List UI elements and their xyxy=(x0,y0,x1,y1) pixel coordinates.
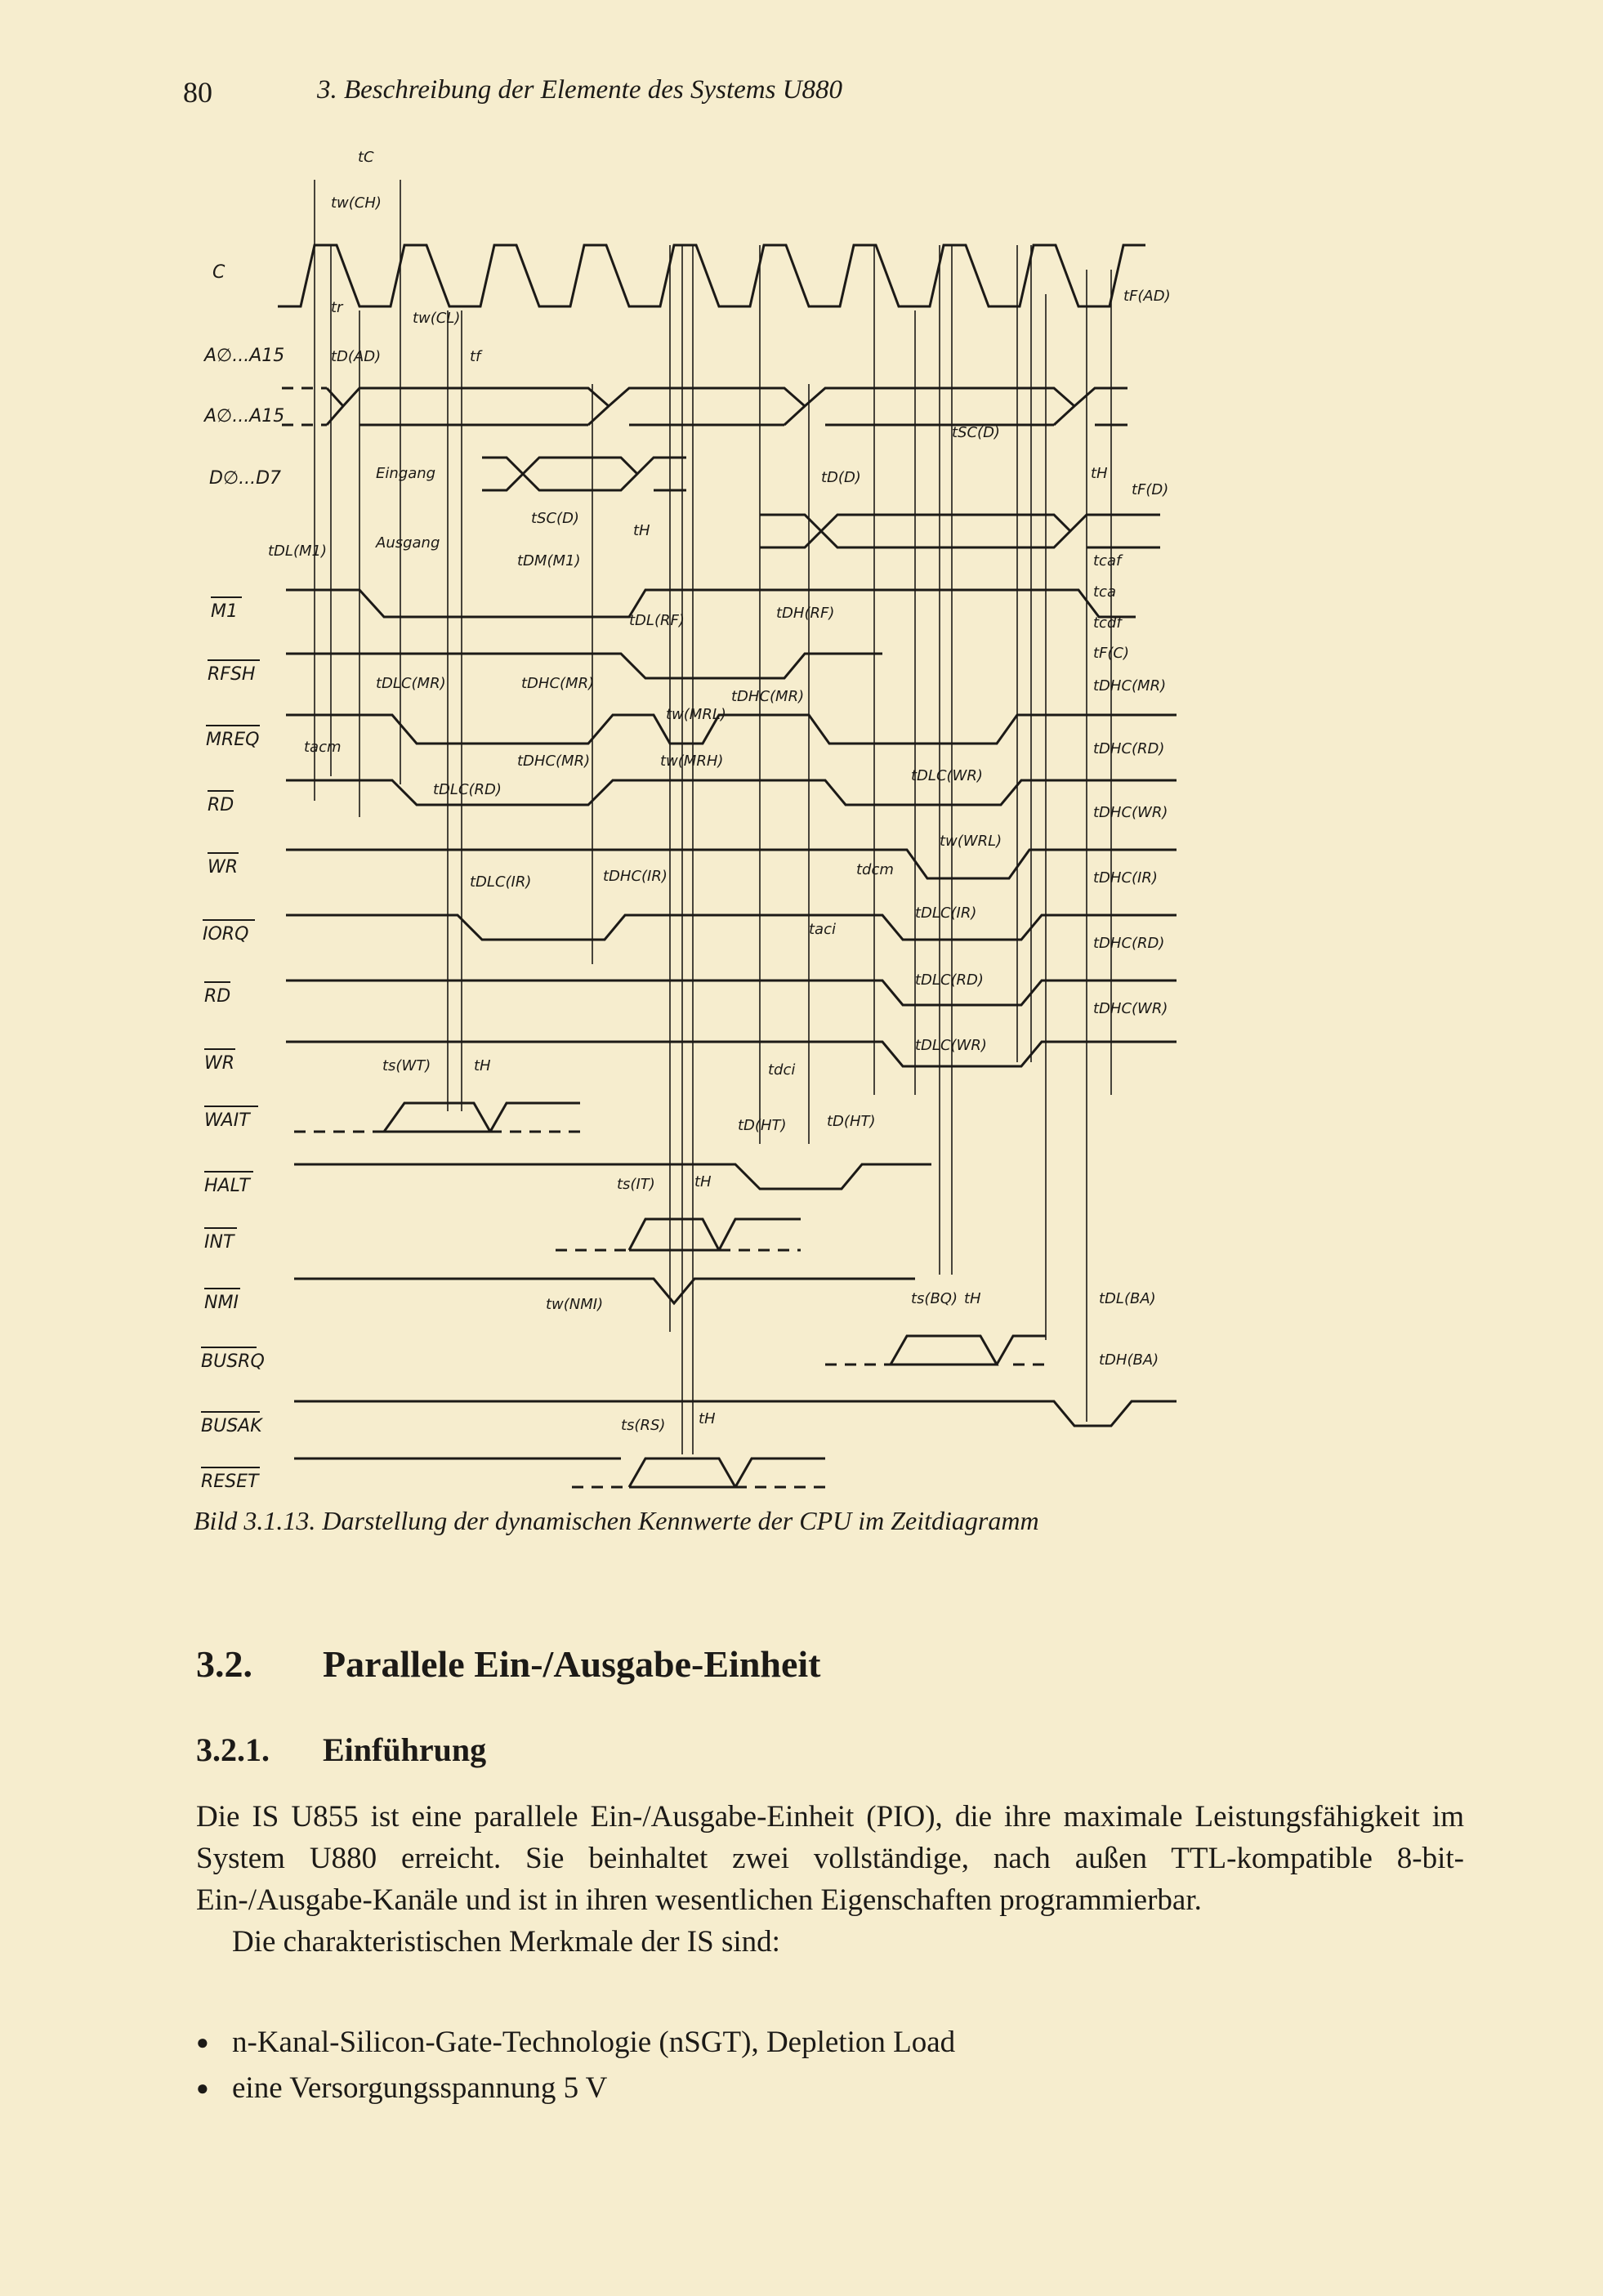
signal-m1: M1 xyxy=(211,601,238,622)
ann-tdci: tdci xyxy=(768,1061,796,1079)
ann-eingang: Eingang xyxy=(376,465,436,482)
wave-rd2 xyxy=(286,980,1177,1005)
signal-labels xyxy=(201,262,284,1492)
ann-tdhcmr-low: tDHC(MR) xyxy=(517,753,591,770)
subsection-title: Einführung xyxy=(323,1731,487,1768)
ann-th-d: tH xyxy=(1091,465,1108,482)
section-title: Parallele Ein-/Ausgabe-Einheit xyxy=(323,1643,821,1685)
ann-tdhcmr: tDHC(MR) xyxy=(521,675,595,692)
ann-tdcm: tdcm xyxy=(856,861,894,878)
ann-tdad: tD(AD) xyxy=(331,348,382,365)
ann-tfd: tF(D) xyxy=(1132,481,1169,498)
wave-halt xyxy=(294,1164,931,1189)
ann-tdlrf: tDL(RF) xyxy=(629,612,685,629)
ann-th-bq: tH xyxy=(964,1290,981,1307)
ann-tdhba: tDH(BA) xyxy=(1099,1351,1159,1369)
ann-twnmi: tw(NMI) xyxy=(546,1296,604,1313)
subsection-number: 3.2.1. xyxy=(196,1731,270,1768)
wave-data-io xyxy=(760,515,1160,547)
wave-iorq xyxy=(286,915,1177,940)
ann-tdlcmr: tDLC(MR) xyxy=(376,675,446,692)
ann-tcdf: tcdf xyxy=(1093,614,1122,632)
body-text xyxy=(196,1796,1464,1963)
ann-th-rs: tH xyxy=(699,1410,716,1427)
ann-tca: tca xyxy=(1093,583,1116,601)
ann-tdht-2: tD(HT) xyxy=(827,1113,876,1130)
wave-wait xyxy=(384,1103,580,1132)
paragraph-features: Die charakteristischen Merkmale der IS sind: xyxy=(232,1925,780,1959)
running-head: 3. Beschreibung der Elemente des Systems U880 xyxy=(317,75,843,105)
ann-tscd-top: tSC(D) xyxy=(952,424,1000,441)
signal-d: D∅...D7 xyxy=(209,468,282,489)
signal-rd2: RD xyxy=(204,986,231,1007)
ann-tdlcwr: tDLC(WR) xyxy=(911,767,983,784)
ann-tdhcrd-right: tDHC(RD) xyxy=(1093,935,1165,952)
ann-tsc-d: tSC(D) xyxy=(531,510,579,527)
ann-twmrl: tw(MRL) xyxy=(666,706,726,723)
ann-tsit: ts(IT) xyxy=(617,1176,655,1193)
ann-twmrh: tw(MRH) xyxy=(660,753,724,770)
list-item: ● n-Kanal-Silicon-Gate-Technologie (nSGT), Depletion Load xyxy=(196,2020,1464,2066)
ann-tfc: tF(C) xyxy=(1093,645,1130,662)
ann-tdlcir-right: tDLC(IR) xyxy=(915,905,977,922)
ann-tr: tr xyxy=(331,299,343,316)
ann-tdhcmr-right: tDHC(MR) xyxy=(1093,677,1167,695)
ann-tf: tf xyxy=(470,348,481,365)
ann-tdlba: tDL(BA) xyxy=(1099,1290,1156,1307)
ann-tsrs: ts(RS) xyxy=(621,1417,666,1434)
ann-tdhrf: tDH(RF) xyxy=(776,605,835,622)
ann-tdlcrd: tDLC(RD) xyxy=(433,781,502,798)
figure-caption: Bild 3.1.13. Darstellung der dynamischen Kennwerte der CPU im Zeitdiagramm xyxy=(194,1506,1039,1535)
ann-tdhcwr-right: tDHC(WR) xyxy=(1093,1000,1168,1017)
ann-twwrl: tw(WRL) xyxy=(940,833,1002,850)
signal-rfsh: RFSH xyxy=(208,664,256,685)
waveforms xyxy=(278,245,1177,1487)
signal-mreq: MREQ xyxy=(206,730,260,750)
ann-tdlcir: tDLC(IR) xyxy=(470,873,532,891)
ann-tacm: tacm xyxy=(304,739,342,756)
ann-tdd: tD(D) xyxy=(821,469,861,486)
signal-a-top: A∅...A15 xyxy=(204,346,285,366)
ann-tdhcmr-mid: tDHC(MR) xyxy=(731,688,805,705)
signal-a-bottom: A∅...A15 xyxy=(204,406,285,427)
ann-tswt: ts(WT) xyxy=(382,1057,431,1074)
ann-tdht: tD(HT) xyxy=(738,1117,787,1134)
signal-wr: WR xyxy=(208,857,239,878)
signal-iorq: IORQ xyxy=(203,924,249,945)
ann-twcl: tw(CL) xyxy=(413,310,461,327)
ann-tfad: tF(AD) xyxy=(1123,288,1171,305)
ann-tdmm1: tDM(M1) xyxy=(517,552,581,570)
ann-twch: tw(CH) xyxy=(331,194,382,212)
signal-busak: BUSAK xyxy=(201,1416,262,1436)
signal-reset: RESET xyxy=(201,1472,259,1492)
ann-tcaf: tcaf xyxy=(1093,552,1122,570)
wave-address xyxy=(327,388,1127,425)
signal-nmi: NMI xyxy=(204,1293,239,1313)
ann-tdlm1: tDL(M1) xyxy=(268,543,327,560)
ann-th-top: tH xyxy=(633,522,650,539)
section-number: 3.2. xyxy=(196,1643,252,1685)
signal-busrq: BUSRQ xyxy=(201,1351,265,1372)
paragraph-intro: Die IS U855 ist eine parallele Ein-/Ausgabe-Einheit (PIO), die ihre maximale Leistungsfähigkeit im System U880 erreicht. Sie beinhaltet zwei vollständige, nach außen TTL-kompatible 8-bit-Ein-/Ausgabe-Kanäle und ist in ihren wesentlichen Eigenschaften programmierbar. xyxy=(196,1800,1464,1917)
signal-int: INT xyxy=(204,1232,234,1253)
wave-busak xyxy=(294,1401,1177,1426)
wave-int xyxy=(629,1219,801,1250)
page-number: 80 xyxy=(183,76,212,109)
section-heading xyxy=(196,1642,821,1686)
wave-clock xyxy=(278,245,1145,306)
wave-rd xyxy=(286,780,1177,805)
wave-busrq xyxy=(891,1336,1046,1365)
ann-tdhcir: tDHC(IR) xyxy=(603,868,668,885)
signal-rd: RD xyxy=(208,795,234,815)
overbars xyxy=(201,597,260,1467)
ann-tdhcrd: tDHC(RD) xyxy=(1093,740,1165,757)
reference-lines xyxy=(315,180,1111,1454)
signal-halt: HALT xyxy=(204,1176,250,1196)
wave-mreq xyxy=(286,715,1177,744)
ann-tdlcrd-right: tDLC(RD) xyxy=(915,972,984,989)
list-item: ● eine Versorgungsspannung 5 V xyxy=(196,2066,1464,2111)
ann-ausgang: Ausgang xyxy=(376,534,440,552)
wave-reset xyxy=(294,1458,825,1487)
signal-wr2: WR xyxy=(204,1053,235,1074)
ann-th-wt: tH xyxy=(474,1057,491,1074)
ann-tdlcwr-right: tDLC(WR) xyxy=(915,1037,987,1054)
ann-tsbq: ts(BQ) xyxy=(911,1290,958,1307)
wave-m1 xyxy=(286,590,1136,617)
wave-data-in xyxy=(482,458,686,490)
wave-address-top xyxy=(282,388,327,425)
signal-wait: WAIT xyxy=(204,1110,250,1131)
ann-tdhcwr: tDHC(WR) xyxy=(1093,804,1168,821)
wave-nmi xyxy=(294,1279,915,1303)
ann-th-it: tH xyxy=(694,1173,712,1190)
feature-list xyxy=(196,2020,1464,2111)
subsection-heading xyxy=(196,1731,486,1769)
wave-wr xyxy=(286,850,1177,878)
ann-tdhcir-right: tDHC(IR) xyxy=(1093,869,1158,887)
ann-taci: taci xyxy=(809,921,836,938)
ann-tc: tC xyxy=(358,149,374,166)
signal-c: C xyxy=(212,262,225,283)
